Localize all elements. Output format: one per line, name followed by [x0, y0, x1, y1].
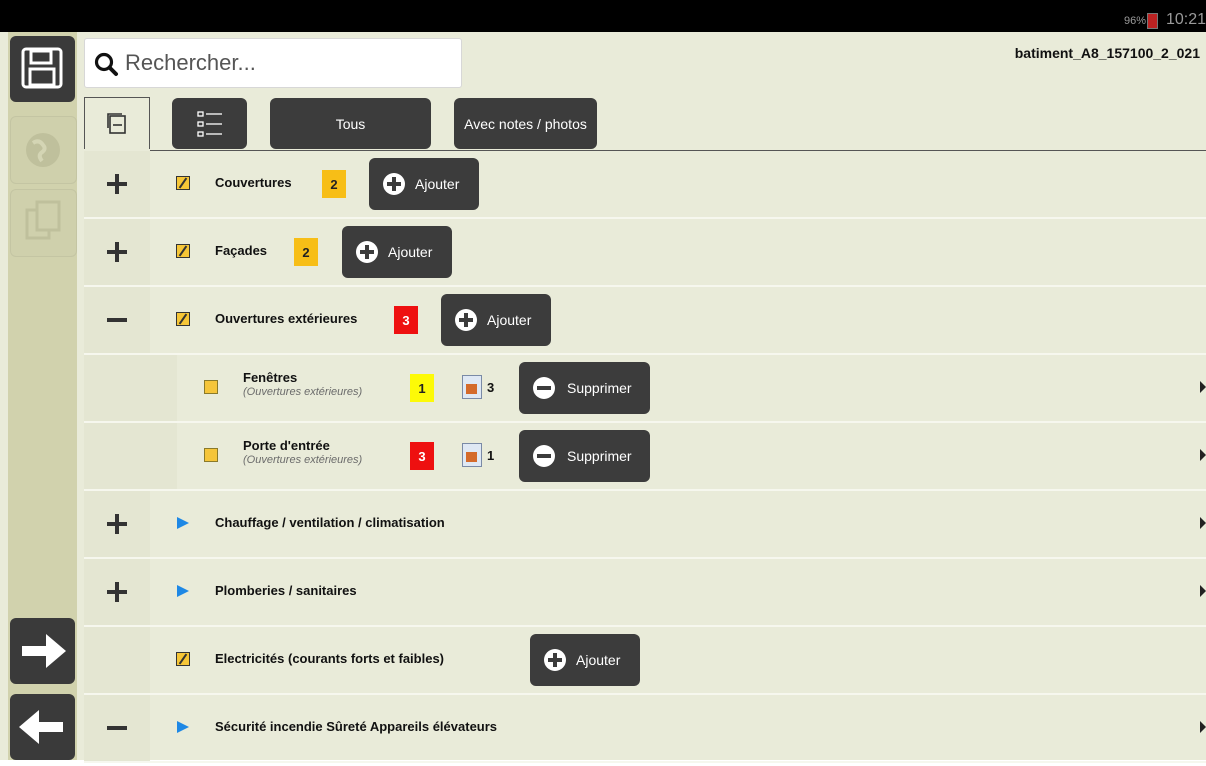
- subitem-title: Porte d'entrée: [243, 438, 330, 453]
- list-icon: [190, 104, 230, 144]
- chevron-right-icon[interactable]: [1200, 721, 1206, 733]
- photo-icon: [462, 375, 482, 399]
- add-button-label: Ajouter: [388, 244, 433, 260]
- item-status-icon: [204, 380, 218, 394]
- add-button-label: Ajouter: [576, 652, 621, 668]
- triangle-right-icon: [177, 721, 189, 733]
- subitem-parent: (Ouvertures extérieures): [243, 454, 363, 466]
- count-badge: 3: [410, 442, 434, 470]
- pencil-icon: [176, 312, 190, 326]
- add-button[interactable]: [530, 634, 640, 686]
- copy-icon: [11, 190, 76, 256]
- plus-icon: [84, 219, 150, 285]
- battery-icon: [1147, 13, 1158, 29]
- delete-button-label: Supprimer: [567, 448, 632, 464]
- list-view-button[interactable]: [172, 98, 247, 149]
- section-row-chauffage[interactable]: [84, 491, 1206, 559]
- plus-icon: [84, 559, 150, 625]
- count-badge: 2: [294, 238, 318, 266]
- chevron-right-icon[interactable]: [1200, 585, 1206, 597]
- photo-count: 3: [487, 380, 495, 395]
- filter-all-button[interactable]: Tous: [270, 98, 431, 149]
- minus-icon: [84, 287, 150, 353]
- triangle-right-icon: [177, 517, 189, 529]
- item-status-icon: [204, 448, 218, 462]
- collapse-button[interactable]: [84, 287, 150, 353]
- photo-icon: [462, 443, 482, 467]
- indent-spacer: [84, 423, 177, 489]
- collapse-button[interactable]: [84, 695, 150, 761]
- plus-circle-icon: [455, 309, 477, 331]
- plus-circle-icon: [356, 241, 378, 263]
- copy-button[interactable]: [10, 189, 77, 257]
- section-row-securite[interactable]: [84, 695, 1206, 763]
- subitem-row-porte-entree[interactable]: [84, 423, 1206, 491]
- plus-circle-icon: [383, 173, 405, 195]
- clock: 10:21: [1165, 11, 1206, 28]
- plus-icon: [84, 151, 150, 217]
- count-badge: 3: [394, 306, 418, 334]
- back-button[interactable]: [10, 694, 75, 760]
- search-icon: [93, 51, 119, 77]
- collapse-icon: [85, 98, 151, 150]
- section-row-facades[interactable]: [84, 219, 1206, 287]
- minus-circle-icon: [533, 377, 555, 399]
- arrow-left-icon: [10, 694, 75, 760]
- section-label: Façades: [215, 243, 268, 258]
- count-badge: 1: [410, 374, 434, 402]
- delete-button[interactable]: [519, 362, 650, 414]
- chevron-right-icon[interactable]: [1200, 517, 1206, 529]
- chevron-right-icon[interactable]: [1200, 449, 1206, 461]
- section-label: Electricités (courants forts et faibles): [215, 651, 445, 666]
- globe-icon: [11, 117, 76, 183]
- chevron-right-icon[interactable]: [1200, 381, 1206, 393]
- battery-percentage: 96%: [1123, 15, 1146, 27]
- subitem-row-fenetres[interactable]: [84, 355, 1206, 423]
- photo-count: 1: [487, 448, 495, 463]
- status-bar: [0, 0, 1206, 32]
- sidebar: [8, 32, 77, 760]
- section-label: Sécurité incendie Sûreté Appareils élévateurs: [215, 719, 498, 734]
- add-button-label: Ajouter: [415, 176, 460, 192]
- expand-button[interactable]: [84, 219, 150, 285]
- search-input[interactable]: [125, 50, 455, 76]
- section-row-plomberies[interactable]: [84, 559, 1206, 627]
- expand-button[interactable]: [84, 559, 150, 625]
- minus-icon: [84, 695, 150, 761]
- triangle-right-icon: [177, 585, 189, 597]
- indent-spacer: [84, 355, 177, 421]
- section-row-electricites[interactable]: [84, 627, 1206, 695]
- file-name: batiment_A8_157100_2_021: [1014, 45, 1200, 61]
- plus-icon: [84, 491, 150, 557]
- expand-button[interactable]: [84, 491, 150, 557]
- add-button[interactable]: [441, 294, 551, 346]
- map-button[interactable]: [10, 116, 77, 184]
- arrow-right-icon: [10, 618, 75, 684]
- section-label: Plomberies / sanitaires: [215, 583, 357, 598]
- pencil-icon: [176, 176, 190, 190]
- delete-button-label: Supprimer: [567, 380, 632, 396]
- section-row-couvertures[interactable]: [84, 151, 1206, 219]
- save-icon: [10, 36, 75, 102]
- collapse-all-button[interactable]: [84, 97, 150, 149]
- add-button[interactable]: [369, 158, 479, 210]
- subitem-title: Fenêtres: [243, 370, 298, 385]
- section-label: Chauffage / ventilation / climatisation: [215, 515, 445, 530]
- count-badge: 2: [322, 170, 346, 198]
- minus-circle-icon: [533, 445, 555, 467]
- subitem-parent: (Ouvertures extérieures): [243, 386, 363, 398]
- filter-notes-photos-button[interactable]: Avec notes / photos: [454, 98, 597, 149]
- plus-circle-icon: [544, 649, 566, 671]
- expander-spacer: [84, 627, 150, 693]
- pencil-icon: [176, 244, 190, 258]
- section-label: Ouvertures extérieures: [215, 311, 358, 326]
- add-button-label: Ajouter: [487, 312, 532, 328]
- next-button[interactable]: [10, 618, 75, 684]
- section-row-ouvertures[interactable]: [84, 287, 1206, 355]
- delete-button[interactable]: [519, 430, 650, 482]
- add-button[interactable]: [342, 226, 452, 278]
- save-button[interactable]: [10, 36, 75, 102]
- search-box: [84, 38, 462, 88]
- expand-button[interactable]: [84, 151, 150, 217]
- section-label: Couvertures: [215, 175, 292, 190]
- pencil-icon: [176, 652, 190, 666]
